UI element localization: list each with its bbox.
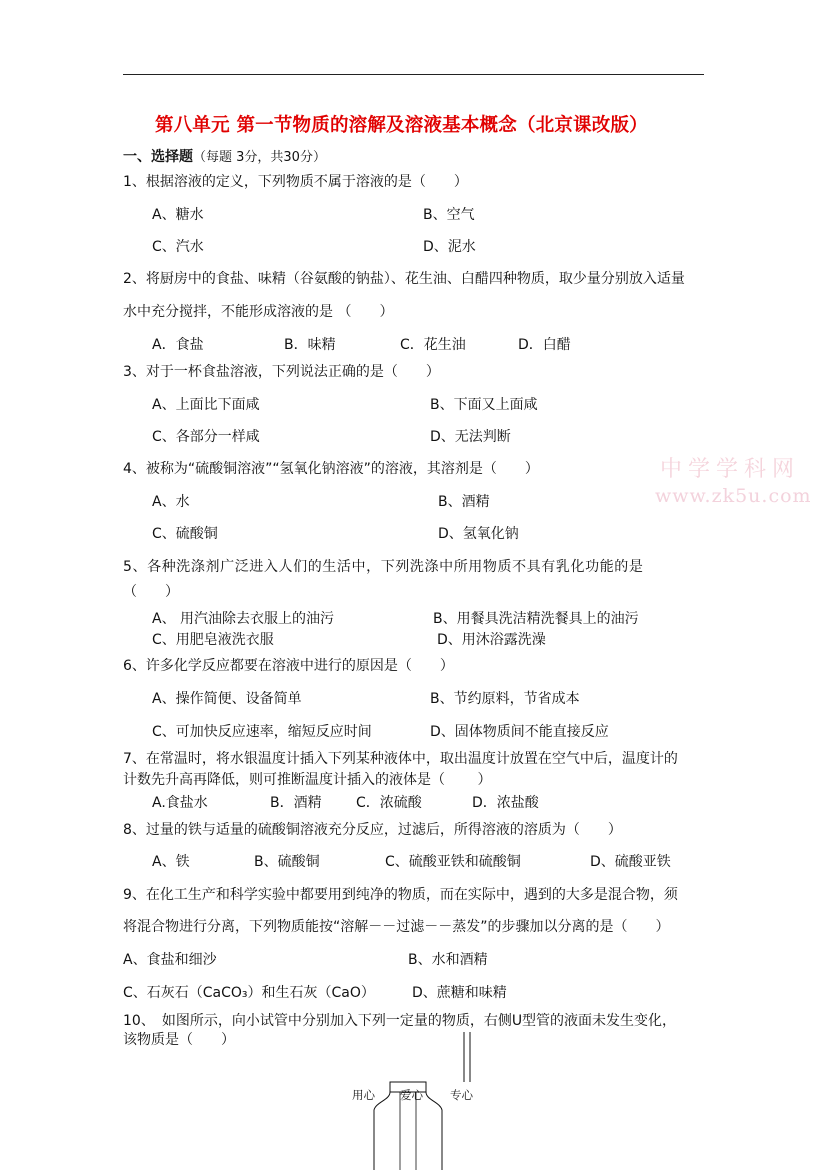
q9-option-a: A、食盐和细沙 bbox=[123, 952, 217, 968]
q7-option-a: A.食盐水 bbox=[152, 795, 208, 811]
q7-option-c: C．浓硫酸 bbox=[356, 795, 422, 811]
q6-option-b: B、节约原料，节省成本 bbox=[430, 691, 580, 707]
q8-option-d: D、硫酸亚铁 bbox=[590, 854, 671, 870]
question-2-stem-line1: 2、将厨房中的食盐、味精（谷氨酸的钠盐）、花生油、白醋四种物质，取少量分别放入适量 bbox=[123, 271, 685, 287]
figure-label-3: 专心 bbox=[450, 1088, 473, 1102]
q4-option-b: B、酒精 bbox=[438, 494, 490, 510]
q2-option-a: A．食盐 bbox=[152, 337, 204, 353]
q1-option-b: B、空气 bbox=[423, 207, 475, 223]
q7-option-b: B．酒精 bbox=[270, 795, 322, 811]
question-6-stem: 6、许多化学反应都要在溶液中进行的原因是（ ） bbox=[123, 658, 454, 674]
question-10-stem-line1: 10、 如图所示，向小试管中分别加入下列一定量的物质，右侧U型管的液面未发生变化， bbox=[123, 1013, 677, 1029]
q1-option-d: D、泥水 bbox=[423, 239, 476, 255]
question-9-stem-line2: 将混合物进行分离，下列物质能按“溶解－－过滤－－蒸发”的步骤加以分离的是（ ） bbox=[123, 919, 670, 935]
q2-option-b: B．味精 bbox=[284, 337, 336, 353]
q3-option-c: C、各部分一样咸 bbox=[152, 429, 260, 445]
section-heading bbox=[123, 148, 326, 167]
q7-option-d: D．浓盐酸 bbox=[472, 795, 539, 811]
q8-option-b: B、硫酸铜 bbox=[254, 854, 320, 870]
q3-option-d: D、无法判断 bbox=[430, 429, 511, 445]
q1-option-a: A、糖水 bbox=[152, 207, 204, 223]
page-title: 第八单元 第一节物质的溶解及溶液基本概念（北京课改版） bbox=[155, 115, 648, 136]
q8-option-a: A、铁 bbox=[152, 854, 190, 870]
q4-option-c: C、硫酸铜 bbox=[152, 526, 218, 542]
q5-option-b: B、用餐具洗洁精洗餐具上的油污 bbox=[433, 611, 639, 627]
question-9-stem-line1: 9、在化工生产和科学实验中都要用到纯净的物质，而在实际中，遇到的大多是混合物，须 bbox=[123, 887, 678, 903]
q9-option-c: C、石灰石（CaCO₃）和生石灰（CaO） bbox=[123, 985, 375, 1001]
q2-option-c: C．花生油 bbox=[400, 337, 466, 353]
section-note: （每题 3分，共30分） bbox=[193, 150, 326, 165]
watermark-logo-text: 中学学科网 bbox=[660, 457, 801, 482]
q1-option-c: C、汽水 bbox=[152, 239, 204, 255]
question-7-stem-line2: 计数先升高再降低，则可推断温度计插入的液体是（ ） bbox=[123, 772, 492, 788]
q6-option-c: C、可加快反应速率，缩短反应时间 bbox=[152, 724, 372, 740]
question-10-stem-line2: 该物质是（ ） bbox=[123, 1032, 235, 1048]
header-rule bbox=[123, 74, 704, 75]
q4-option-d: D、氢氧化钠 bbox=[438, 526, 519, 542]
q6-option-a: A、操作简便、设备简单 bbox=[152, 691, 302, 707]
question-5-stem-line2: （ ） bbox=[123, 584, 179, 600]
q3-option-b: B、下面又上面咸 bbox=[430, 397, 538, 413]
q5-option-d: D、用沐浴露洗澡 bbox=[437, 632, 546, 648]
watermark-url: www.zk5u.com bbox=[655, 485, 812, 507]
q9-option-b: B、水和酒精 bbox=[408, 952, 488, 968]
question-5-stem-line1: 5、各种洗涤剂广泛进入人们的生活中，下列洗涤中所用物质不具有乳化功能的是 bbox=[123, 559, 644, 575]
q5-option-c: C、用肥皂液洗衣服 bbox=[152, 632, 274, 648]
section-label: 一、选择题 bbox=[123, 149, 193, 165]
q2-option-d: D．白醋 bbox=[518, 337, 571, 353]
figure-label-2: 爱心 bbox=[400, 1088, 423, 1102]
figure-label-1: 用心 bbox=[352, 1088, 375, 1102]
question-3-stem: 3、对于一杯食盐溶液，下列说法正确的是（ ） bbox=[123, 364, 440, 380]
q3-option-a: A、上面比下面咸 bbox=[152, 397, 260, 413]
question-4-stem: 4、被称为“硫酸铜溶液”“氢氧化钠溶液”的溶液，其溶剂是（ ） bbox=[123, 461, 539, 477]
q9-option-d: D、蔗糖和味精 bbox=[412, 985, 507, 1001]
q8-option-c: C、硫酸亚铁和硫酸铜 bbox=[385, 854, 521, 870]
question-8-stem: 8、过量的铁与适量的硫酸铜溶液充分反应，过滤后，所得溶液的溶质为（ ） bbox=[123, 822, 622, 838]
q5-option-a: A、 用汽油除去衣服上的油污 bbox=[152, 611, 335, 627]
q6-option-d: D、固体物质间不能直接反应 bbox=[430, 724, 609, 740]
question-1-stem: 1、根据溶液的定义，下列物质不属于溶液的是（ ） bbox=[123, 174, 468, 190]
question-2-stem-line2: 水中充分搅拌，不能形成溶液的是 （ ） bbox=[123, 304, 394, 320]
question-7-stem-line1: 7、在常温时，将水银温度计插入下列某种液体中，取出温度计放置在空气中后，温度计的 bbox=[123, 751, 678, 767]
q4-option-a: A、水 bbox=[152, 494, 190, 510]
